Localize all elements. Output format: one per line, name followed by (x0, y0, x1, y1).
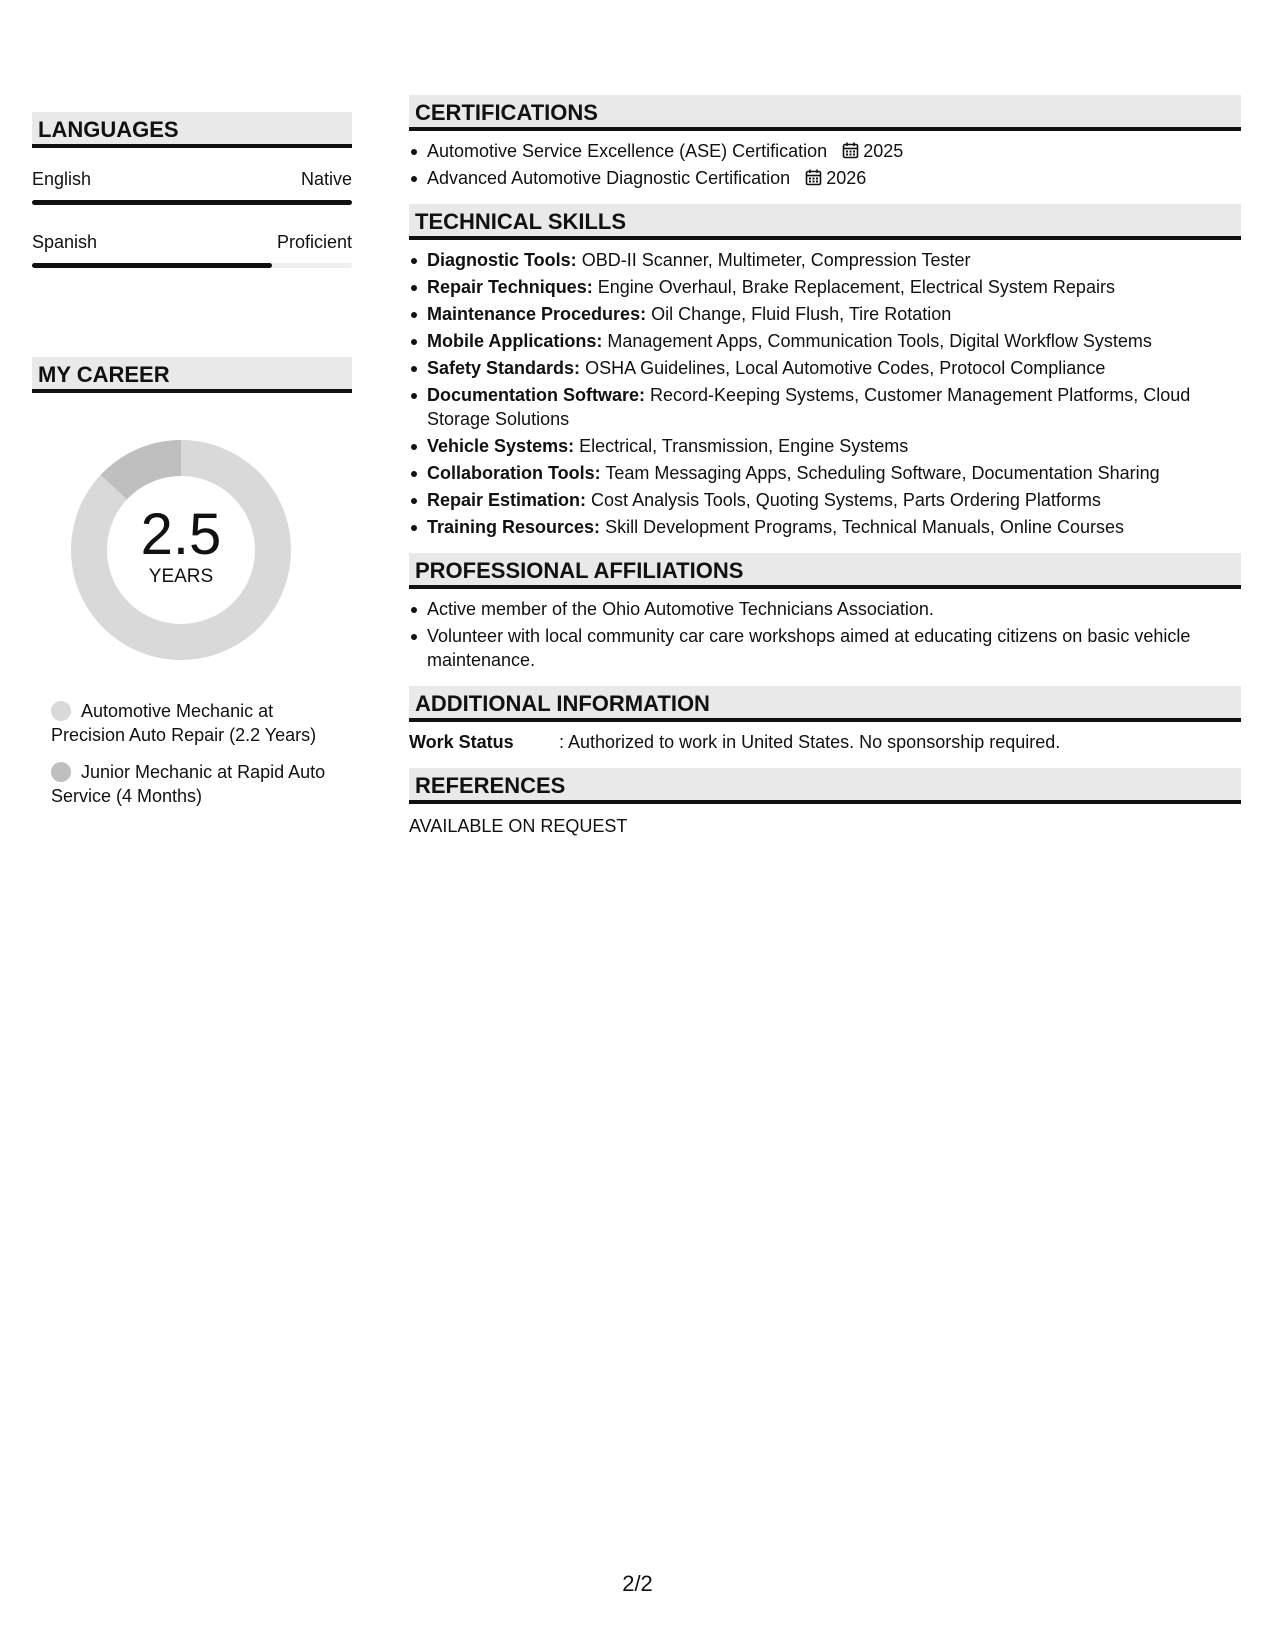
skill-item (427, 461, 1241, 485)
skill-label: Diagnostic Tools: (427, 250, 577, 270)
certifications-section (409, 95, 1241, 190)
skill-value: Engine Overhaul, Brake Replacement, Electrical System Repairs (597, 277, 1115, 297)
language-row-english (32, 168, 352, 205)
skill-value: Electrical, Transmission, Engine Systems (579, 436, 909, 456)
career-legend-item (51, 699, 341, 747)
skill-value: Team Messaging Apps, Scheduling Software, Documentation Sharing (605, 463, 1160, 483)
language-level: Native (300, 169, 352, 189)
affiliation-item: Volunteer with local community car care workshops aimed at educating citizens on basic vehicle maintenance. (427, 624, 1241, 672)
technical-skills-section (409, 204, 1241, 539)
skill-item (427, 488, 1241, 512)
legend-dot-icon (51, 762, 71, 782)
skill-value: Skill Development Programs, Technical Manuals, Online Courses (605, 517, 1124, 537)
skill-label: Maintenance Procedures: (427, 304, 647, 324)
affiliations-list (409, 597, 1241, 672)
affiliation-item: Active member of the Ohio Automotive Technicians Association. (427, 597, 1241, 621)
language-name: English (32, 169, 92, 189)
language-proficiency-fill (32, 200, 352, 205)
skill-value: Management Apps, Communication Tools, Digital Workflow Systems (607, 331, 1152, 351)
work-status-value: : Authorized to work in United States. No sponsorship required. (559, 732, 1061, 752)
skill-item (427, 302, 1241, 326)
additional-info-section (409, 686, 1241, 754)
certification-item (427, 139, 1241, 163)
work-status-label: Work Status (409, 732, 514, 752)
page-number: 2/2 (622, 1571, 653, 1596)
references-text: AVAILABLE ON REQUEST (409, 816, 628, 836)
skill-label: Documentation Software: (427, 385, 646, 405)
language-row-spanish (32, 231, 352, 268)
right-column (409, 95, 1241, 852)
calendar-icon (842, 142, 859, 159)
skill-item (427, 356, 1241, 380)
certification-year: 2025 (863, 141, 904, 161)
language-proficiency-bar (32, 263, 352, 268)
language-name: Spanish (32, 232, 98, 252)
skill-item (427, 434, 1241, 458)
skill-label: Vehicle Systems: (427, 436, 575, 456)
certifications-list (409, 139, 1241, 190)
career-total-unit: YEARS (148, 566, 214, 587)
career-donut-center (66, 435, 296, 665)
skill-label: Mobile Applications: (427, 331, 603, 351)
skill-label: Collaboration Tools: (427, 463, 601, 483)
references-header: REFERENCES (409, 768, 1241, 804)
language-proficiency-fill (32, 263, 272, 268)
career-header: MY CAREER (32, 357, 352, 393)
skill-item (427, 275, 1241, 299)
skill-value: OSHA Guidelines, Local Automotive Codes, Protocol Compliance (585, 358, 1106, 378)
career-section (32, 357, 352, 821)
career-legend-label: Automotive Mechanic at Precision Auto Repair (2.2 Years) (51, 701, 317, 745)
language-level: Proficient (276, 232, 352, 252)
skill-label: Safety Standards: (427, 358, 581, 378)
skill-value: OBD-II Scanner, Multimeter, Compression Tester (581, 250, 971, 270)
legend-dot-icon (51, 701, 71, 721)
affiliations-section (409, 553, 1241, 672)
career-donut-chart (66, 435, 296, 665)
certification-year: 2026 (826, 168, 867, 188)
skill-value: Record-Keeping Systems, Customer Management Platforms, Cloud Storage Solutions (427, 385, 1191, 429)
calendar-icon (805, 169, 822, 186)
skill-label: Repair Techniques: (427, 277, 593, 297)
language-proficiency-bar (32, 200, 352, 205)
certification-item (427, 166, 1241, 190)
technical-skills-header: TECHNICAL SKILLS (409, 204, 1241, 240)
certification-name: Automotive Service Excellence (ASE) Certification (427, 141, 828, 161)
skill-item (427, 329, 1241, 353)
career-total-years: 2.5 (140, 502, 222, 567)
work-status-row (409, 730, 1241, 754)
skill-value: Cost Analysis Tools, Quoting Systems, Parts Ordering Platforms (591, 490, 1101, 510)
certifications-header: CERTIFICATIONS (409, 95, 1241, 131)
career-legend-item (51, 760, 341, 808)
skill-item (427, 383, 1241, 431)
career-legend (51, 699, 352, 808)
skill-value: Oil Change, Fluid Flush, Tire Rotation (651, 304, 952, 324)
skill-item (427, 515, 1241, 539)
skill-item (427, 248, 1241, 272)
career-legend-label: Junior Mechanic at Rapid Auto Service (4 Months) (51, 762, 326, 806)
skill-label: Training Resources: (427, 517, 601, 537)
affiliations-header: PROFESSIONAL AFFILIATIONS (409, 553, 1241, 589)
left-column (32, 112, 352, 806)
languages-section (32, 112, 352, 268)
certification-name: Advanced Automotive Diagnostic Certification (427, 168, 791, 188)
references-section (409, 768, 1241, 838)
skill-label: Repair Estimation: (427, 490, 587, 510)
additional-info-header: ADDITIONAL INFORMATION (409, 686, 1241, 722)
technical-skills-list (409, 248, 1241, 539)
languages-header: LANGUAGES (32, 112, 352, 148)
